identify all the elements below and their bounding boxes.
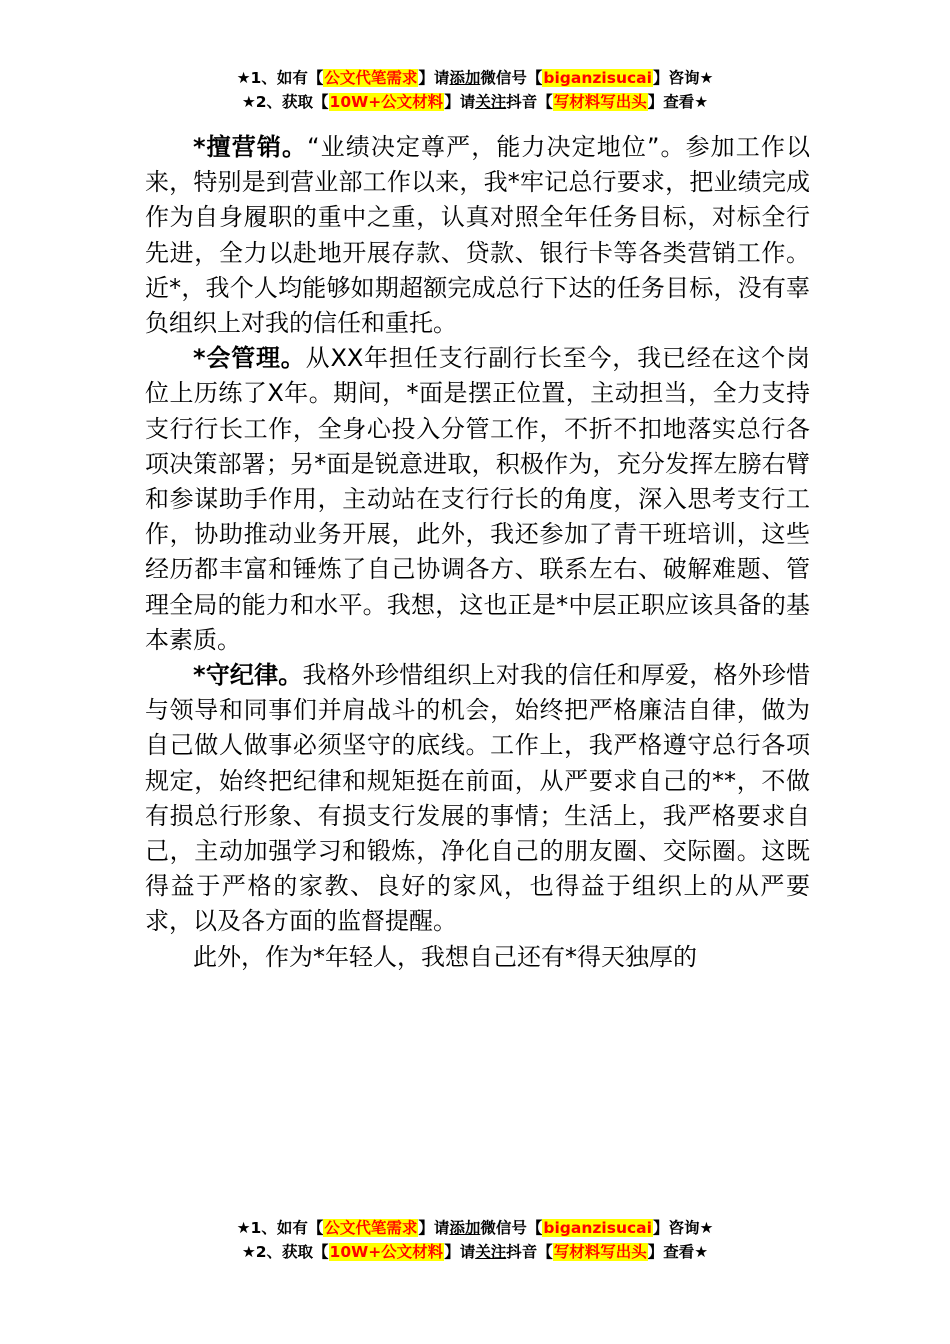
banner-underlined: 关注 (475, 1243, 507, 1261)
banner-text: 抖音【 (506, 1243, 553, 1261)
paragraph-text: 从XX年担任支行副行长至今，我已经在这个岗位上历练了X年。期间，*面是摆正位置，主动担当，全力支持支行行长工作，全身心投入分管工作，不折不扣地落实总行各项决策部署；另*面是锐意进取，积极作为，充分发挥左膀右臂和参谋助手作用，主动站在支行行长的角度，深入思考支行工作，协助推动业务开展，此外，我还参加了青干班培训，这些经历都丰富和锤炼了自己协调各方、联系左右、破解难题、管理全局的能力和水平。我想，这也正是*中层正职应该具备的基本素质。 (145, 344, 810, 654)
paragraph-closing (145, 940, 810, 975)
banner-text: 抖音【 (506, 93, 553, 111)
paragraph-lead: *守纪律。 (193, 661, 303, 690)
banner-text: ★1、如有【 (236, 1219, 324, 1237)
header-banner (0, 66, 950, 114)
wechat-id-highlight: biganzisucai (543, 69, 652, 87)
banner-underlined: 添加 (449, 1219, 481, 1237)
paragraph-marketing (145, 130, 810, 341)
banner-highlight: 公文代笔需求 (324, 69, 418, 87)
footer-banner-line-1 (0, 1216, 950, 1240)
banner-text: 】咨询★ (652, 1219, 714, 1237)
banner-text: 】请 (418, 69, 450, 87)
footer-banner-line-2 (0, 1240, 950, 1264)
paragraph-management (145, 341, 810, 658)
banner-underlined: 关注 (475, 93, 507, 111)
banner-text: 】查看★ (647, 93, 709, 111)
wechat-id-highlight: biganzisucai (543, 1219, 652, 1237)
banner-text: 】请 (444, 1243, 476, 1261)
paragraph-text: 此外，作为*年轻人，我想自己还有*得天独厚的 (193, 942, 697, 971)
document-body (145, 130, 810, 975)
banner-highlight: 10W+公文材料 (329, 1243, 444, 1261)
douyin-id-highlight: 写材料写出头 (553, 93, 647, 111)
header-banner-line-2 (0, 90, 950, 114)
banner-highlight: 公文代笔需求 (324, 1219, 418, 1237)
banner-underlined: 添加 (449, 69, 481, 87)
banner-text: 】请 (444, 93, 476, 111)
banner-text: 】请 (418, 1219, 450, 1237)
banner-text: 】查看★ (647, 1243, 709, 1261)
banner-text: 】咨询★ (652, 69, 714, 87)
douyin-id-highlight: 写材料写出头 (553, 1243, 647, 1261)
banner-text: 微信号【 (480, 69, 543, 87)
banner-text: ★2、获取【 (241, 1243, 329, 1261)
banner-text: 微信号【 (480, 1219, 543, 1237)
banner-highlight: 10W+公文材料 (329, 93, 444, 111)
banner-text: ★2、获取【 (241, 93, 329, 111)
paragraph-text: 我格外珍惜组织上对我的信任和厚爱，格外珍惜与领导和同事们并肩战斗的机会，始终把严格廉洁自律，做为自己做人做事必须坚守的底线。工作上，我严格遵守总行各项规定，始终把纪律和规矩挺在前面，从严要求自己的**，不做有损总行形象、有损支行发展的事情；生活上，我严格要求自己，主动加强学习和锻炼，净化自己的朋友圈、交际圈。这既得益于严格的家教、良好的家风，也得益于组织上的从严要求，以及各方面的监督提醒。 (145, 661, 811, 936)
banner-text: ★1、如有【 (236, 69, 324, 87)
paragraph-lead: *擅营销。 (193, 133, 308, 161)
paragraph-text: “业绩决定尊严，能力决定地位”。参加工作以来，特别是到营业部工作以来，我*牢记总行要求，把业绩完成作为自身履职的重中之重，认真对照全年任务目标，对标全行先进，全力以赴地开展存款、贷款、银行卡等各类营销工作。近*，我个人均能够如期超额完成总行下达的任务目标，没有辜负组织上对我的信任和重托。 (145, 133, 810, 338)
paragraph-lead: *会管理。 (193, 344, 306, 373)
paragraph-discipline (145, 658, 810, 940)
footer-banner (0, 1216, 950, 1264)
header-banner-line-1 (0, 66, 950, 90)
